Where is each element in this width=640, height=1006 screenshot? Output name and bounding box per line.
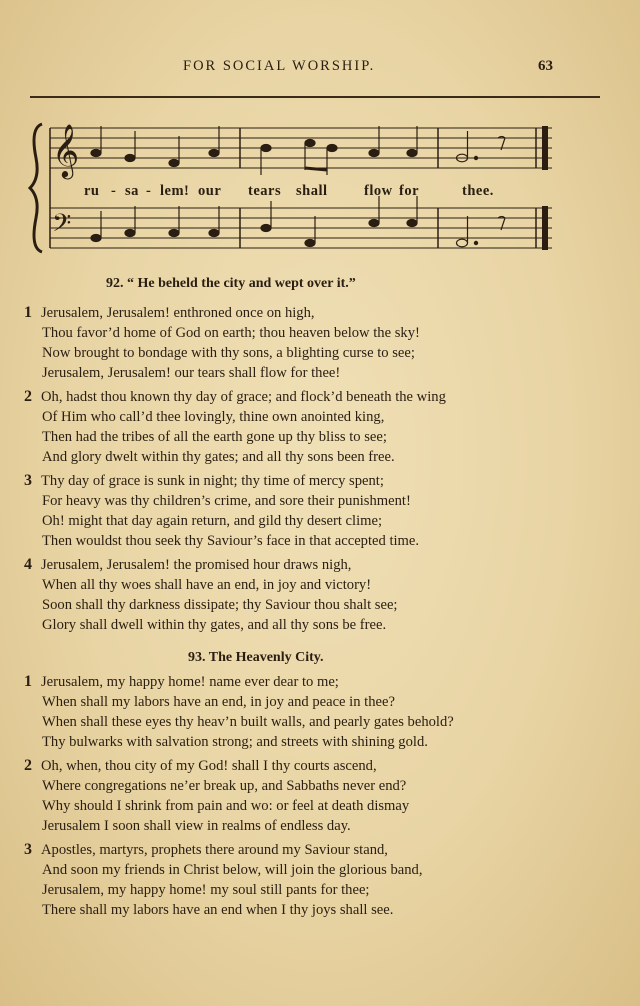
page-number: 63 — [538, 58, 553, 74]
header-rule — [30, 96, 600, 98]
verse-line: Thy day of grace is sunk in night; thy time of mercy spent; — [41, 473, 384, 489]
lyric-syllable: shall — [296, 183, 328, 199]
verse-line: When shall these eyes thy heav’n built walls, and pearly gates behold? — [42, 714, 454, 730]
bass-clef-icon: 𝄢 — [52, 209, 72, 244]
verse-number: 1 — [24, 304, 32, 321]
verse-line: Why should I shrink from pain and wo: or feel at death dismay — [42, 798, 410, 814]
verse-line: Jerusalem, my happy home! my soul still pants for thee; — [42, 882, 370, 898]
running-header — [0, 58, 640, 82]
verse-number: 2 — [24, 757, 32, 774]
lyric-syllable: tears — [248, 183, 282, 199]
lyric-syllable: for — [399, 183, 420, 199]
verse-line: And soon my friends in Christ below, will join the glorious band, — [42, 862, 423, 878]
verse-line: Oh, when, thou city of my God! shall I thy courts ascend, — [41, 758, 377, 774]
verse-line: Jerusalem, Jerusalem! enthroned once on high, — [41, 305, 315, 321]
verse-line: Glory shall dwell within thy gates, and all thy sons be free. — [42, 617, 387, 633]
verse-line: Apostles, martyrs, prophets there around my Saviour stand, — [41, 842, 388, 858]
lyric-syllable: our — [198, 183, 222, 199]
hymn-title: 92. “ He beheld the city and wept over it.” — [106, 276, 356, 291]
lyric-syllable: thee. — [462, 183, 494, 199]
verse-line: Jerusalem, Jerusalem! the promised hour draws nigh, — [41, 557, 352, 573]
verse-line: There shall my labors have an end when I thy joys shall see. — [42, 902, 394, 918]
verse-line: Jerusalem I soon shall view in realms of endless day. — [42, 818, 351, 834]
verse-number: 4 — [24, 556, 32, 573]
hymn-title: 93. The Heavenly City. — [188, 650, 324, 665]
verse-number: 3 — [24, 472, 32, 489]
lyric-syllable: - — [111, 183, 117, 199]
verse-line: Soon shall thy darkness dissipate; thy Saviour thou shalt see; — [42, 597, 398, 613]
lyric-syllable: ru — [84, 183, 100, 199]
verse-line: Jerusalem, my happy home! name ever dear to me; — [41, 674, 339, 690]
running-title: FOR SOCIAL WORSHIP. — [183, 58, 376, 74]
verse-line: Thy bulwarks with salvation strong; and streets with shining gold. — [42, 734, 428, 750]
lyric-syllable: sa — [125, 183, 139, 199]
lyric-syllable: - — [146, 183, 152, 199]
verse-line: Then wouldst thou seek thy Saviour’s face in that accepted time. — [42, 533, 420, 549]
system-brace — [30, 124, 42, 252]
treble-clef-icon: 𝄞 — [52, 123, 80, 177]
verse-line: And glory dwelt within thy gates; and all thy sons been free. — [42, 449, 395, 465]
lyric-syllable: lem! — [160, 183, 190, 199]
verse-number: 2 — [24, 388, 32, 405]
treble-staff — [50, 128, 552, 168]
verse-line: Thou favor’d home of God on earth; thou heaven below the sky! — [42, 325, 420, 341]
verse-line: Oh, hadst thou known thy day of grace; and flock’d beneath the wing — [41, 389, 446, 405]
verse-line: Oh! might that day again return, and gild thy desert clime; — [42, 513, 383, 529]
bass-notes — [91, 196, 505, 247]
verse-line: When all thy woes shall have an end, in joy and victory! — [42, 577, 372, 593]
verse-line: Of Him who call’d thee lovingly, thine own anointed king, — [42, 409, 385, 425]
verse-line: Where congregations ne’er break up, and Sabbaths never end? — [42, 778, 407, 794]
verse-line: Jerusalem, Jerusalem! our tears shall flow for thee! — [42, 365, 341, 381]
lyric-syllable: flow — [364, 183, 393, 199]
verse-number: 1 — [24, 673, 32, 690]
verse-line: Now brought to bondage with thy sons, a blighting curse to see; — [42, 345, 415, 361]
verse-line: When shall my labors have an end, in joy and peace in thee? — [42, 694, 395, 710]
verse-line: For heavy was thy children’s crime, and sore their punishment! — [42, 493, 411, 509]
verse-number: 3 — [24, 841, 32, 858]
verse-line: Then had the tribes of all the earth gone up thy bliss to see; — [42, 429, 387, 445]
